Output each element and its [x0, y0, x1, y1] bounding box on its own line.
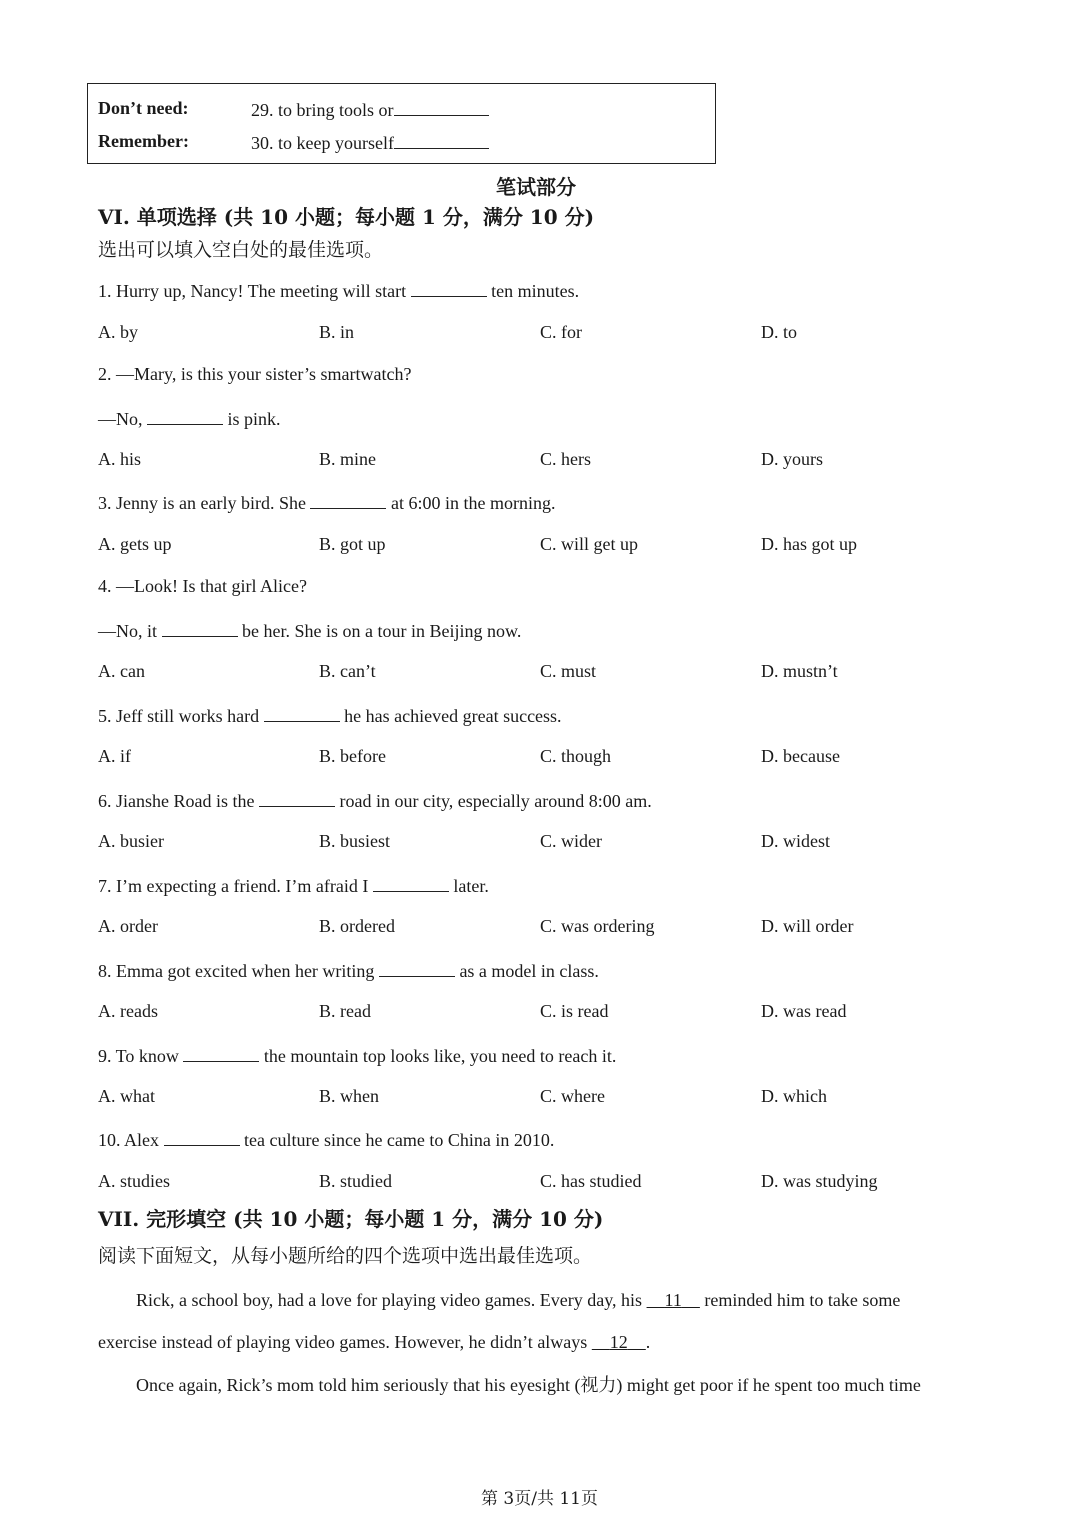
q1-option-c[interactable]: C. for [540, 322, 582, 342]
q5-option-c[interactable]: C. though [540, 746, 612, 766]
question-10-stem: 10. Alex tea culture since he came to China in 2010. [98, 1127, 554, 1151]
question-4-line1: 4. —Look! Is that girl Alice? [98, 576, 307, 596]
section-7-heading: VII. 完形填空 (共 10 小题；每小题 1 分，满分 10 分) [98, 1207, 604, 1231]
cloze-blank-12[interactable]: 12 [609, 1332, 628, 1352]
question-2-stem: —No, is pink. [98, 406, 281, 430]
q10-option-a[interactable]: A. studies [98, 1171, 170, 1191]
answer-blank-2[interactable] [147, 406, 223, 425]
q8-option-d[interactable]: D. was read [761, 1001, 847, 1021]
section-7-instruction: 阅读下面短文，从每小题所给的四个选项中选出最佳选项。 [98, 1245, 593, 1267]
remember-label: Remember: [98, 131, 189, 151]
q4-option-b[interactable]: B. can’t [319, 661, 376, 681]
question-1-stem: 1. Hurry up, Nancy! The meeting will start ten minutes. [98, 278, 579, 302]
q2-option-c[interactable]: C. hers [540, 449, 591, 469]
q2-option-b[interactable]: B. mine [319, 449, 376, 469]
passage-line-1: Rick, a school boy, had a love for playing video games. Every day, his 11 reminded him to take some [136, 1290, 901, 1310]
q8-option-a[interactable]: A. reads [98, 1001, 158, 1021]
q10-option-d[interactable]: D. was studying [761, 1171, 878, 1191]
dont-need-item: 29. to bring tools or [251, 97, 489, 121]
q3-option-c[interactable]: C. will get up [540, 534, 638, 554]
q2-option-d[interactable]: D. yours [761, 449, 823, 469]
q7-option-c[interactable]: C. was ordering [540, 916, 655, 936]
answer-blank-9[interactable] [183, 1043, 259, 1062]
q5-option-d[interactable]: D. because [761, 746, 840, 766]
q5-option-b[interactable]: B. before [319, 746, 386, 766]
question-3-stem: 3. Jenny is an early bird. She at 6:00 in the morning. [98, 490, 555, 514]
q6-option-d[interactable]: D. widest [761, 831, 830, 851]
q5-option-a[interactable]: A. if [98, 746, 131, 766]
question-7-stem: 7. I’m expecting a friend. I’m afraid I later. [98, 873, 489, 897]
q9-option-c[interactable]: C. where [540, 1086, 605, 1106]
q4-option-a[interactable]: A. can [98, 661, 145, 681]
q1-option-b[interactable]: B. in [319, 322, 355, 342]
question-8-stem: 8. Emma got excited when her writing as a model in class. [98, 958, 599, 982]
q1-option-a[interactable]: A. by [98, 322, 138, 342]
q7-option-b[interactable]: B. ordered [319, 916, 395, 936]
answer-blank-10[interactable] [164, 1127, 240, 1146]
q6-option-b[interactable]: B. busiest [319, 831, 391, 851]
q9-option-d[interactable]: D. which [761, 1086, 827, 1106]
answer-blank-7[interactable] [373, 873, 449, 892]
q3-option-a[interactable]: A. gets up [98, 534, 172, 554]
q8-option-c[interactable]: C. is read [540, 1001, 609, 1021]
answer-blank-4[interactable] [162, 618, 238, 637]
passage-line-2: exercise instead of playing video games. However, he didn’t always 12 . [98, 1332, 651, 1352]
answer-blank-3[interactable] [310, 490, 386, 509]
question-5-stem: 5. Jeff still works hard he has achieved great success. [98, 703, 562, 727]
question-2-line1: 2. —Mary, is this your sister’s smartwatch? [98, 364, 412, 384]
q10-option-b[interactable]: B. studied [319, 1171, 393, 1191]
passage-line-3: Once again, Rick’s mom told him seriously that his eyesight (视力) might get poor if he spent too much time [136, 1375, 921, 1395]
question-4-stem: —No, it be her. She is on a tour in Beijing now. [98, 618, 521, 642]
q7-option-a[interactable]: A. order [98, 916, 158, 936]
answer-blank-29[interactable] [394, 97, 489, 116]
q9-option-a[interactable]: A. what [98, 1086, 155, 1106]
answer-blank-30[interactable] [394, 130, 489, 149]
section-6-heading: VI. 单项选择 (共 10 小题；每小题 1 分，满分 10 分) [98, 205, 595, 229]
answer-blank-5[interactable] [264, 703, 340, 722]
q4-option-d[interactable]: D. mustn’t [761, 661, 838, 681]
answer-blank-8[interactable] [379, 958, 455, 977]
q6-option-c[interactable]: C. wider [540, 831, 602, 851]
q2-option-a[interactable]: A. his [98, 449, 142, 469]
written-part-title: 笔试部分 [496, 175, 576, 199]
q7-option-d[interactable]: D. will order [761, 916, 854, 936]
listening-notes-box [87, 83, 716, 164]
q8-option-b[interactable]: B. read [319, 1001, 371, 1021]
cloze-blank-11[interactable]: 11 [664, 1290, 682, 1310]
q10-option-c[interactable]: C. has studied [540, 1171, 642, 1191]
answer-blank-6[interactable] [259, 788, 335, 807]
q9-option-b[interactable]: B. when [319, 1086, 379, 1106]
remember-item: 30. to keep yourself [251, 130, 489, 154]
q1-option-d[interactable]: D. to [761, 322, 797, 342]
dont-need-label: Don’t need: [98, 98, 189, 118]
answer-blank-1[interactable] [411, 278, 487, 297]
section-6-instruction: 选出可以填入空白处的最佳选项。 [98, 239, 384, 261]
question-6-stem: 6. Jianshe Road is the road in our city, especially around 8:00 am. [98, 788, 652, 812]
q3-option-b[interactable]: B. got up [319, 534, 386, 554]
page-footer: 第 3页/共 11页 [481, 1489, 598, 1509]
q6-option-a[interactable]: A. busier [98, 831, 164, 851]
q3-option-d[interactable]: D. has got up [761, 534, 857, 554]
q4-option-c[interactable]: C. must [540, 661, 597, 681]
question-9-stem: 9. To know the mountain top looks like, you need to reach it. [98, 1043, 616, 1067]
